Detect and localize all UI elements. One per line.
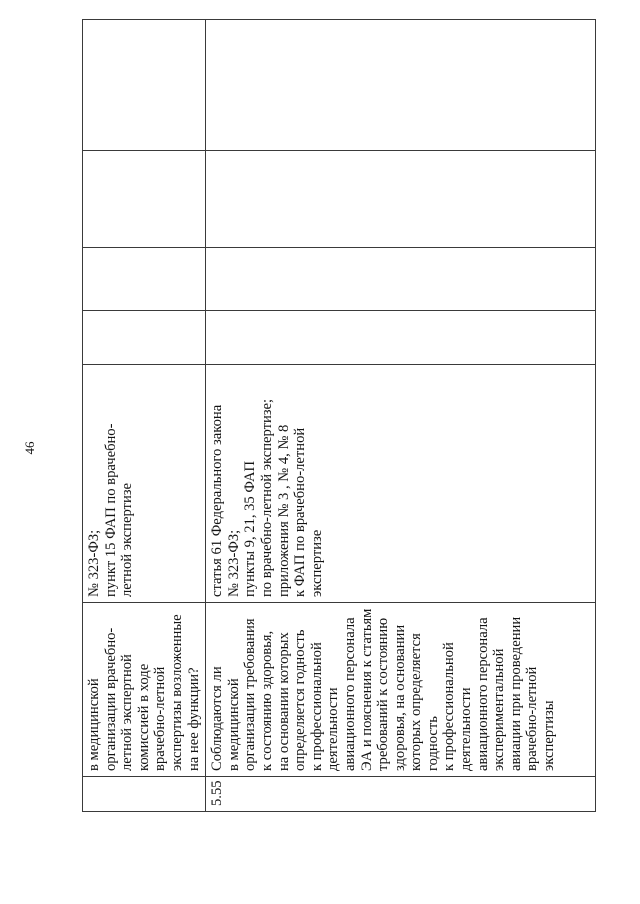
answer-yes-cell	[83, 311, 206, 365]
answer-yes-cell	[206, 311, 596, 365]
answer-no-cell	[83, 248, 206, 311]
table-row	[206, 20, 596, 812]
notes-cell	[206, 20, 596, 151]
item-number-cell: 5.55	[206, 777, 596, 812]
not-applicable-cell	[206, 151, 596, 248]
question-cell: Соблюдаются ли в медицинской организации требования к состоянию здоровья, на основании которых определяется годность к профессиональной деятельности авиационного персонала ЭА и пояснения к статьям требований к состоянию здоровья, на основании которых определяется годность к профессиональной деятельности авиационного персонала экспериментальной авиации при проведении врачебно-летной экспертизы	[206, 603, 596, 777]
item-number-cell	[83, 777, 206, 812]
page-number: 46	[22, 441, 37, 455]
checklist-table	[82, 19, 596, 812]
legal-reference-cell: статья 61 Федерального закона № 323-ФЗ; пункты 9, 21, 35 ФАП по врачебно-летной экспертизе; приложения № 3 , № 4, № 8 к ФАП по врачебно-летной экспертизе	[206, 365, 596, 603]
not-applicable-cell	[83, 151, 206, 248]
question-cell: в медицинской организации врачебно- летной экспертной комиссией в ходе врачебно-летной экспертизы возложенные на нее функции?	[83, 603, 206, 777]
rotated-page-content	[82, 20, 596, 812]
table-row	[83, 20, 206, 812]
notes-cell	[83, 20, 206, 151]
answer-no-cell	[206, 248, 596, 311]
legal-reference-cell: № 323-ФЗ; пункт 15 ФАП по врачебно- летной экспертизе	[83, 365, 206, 603]
